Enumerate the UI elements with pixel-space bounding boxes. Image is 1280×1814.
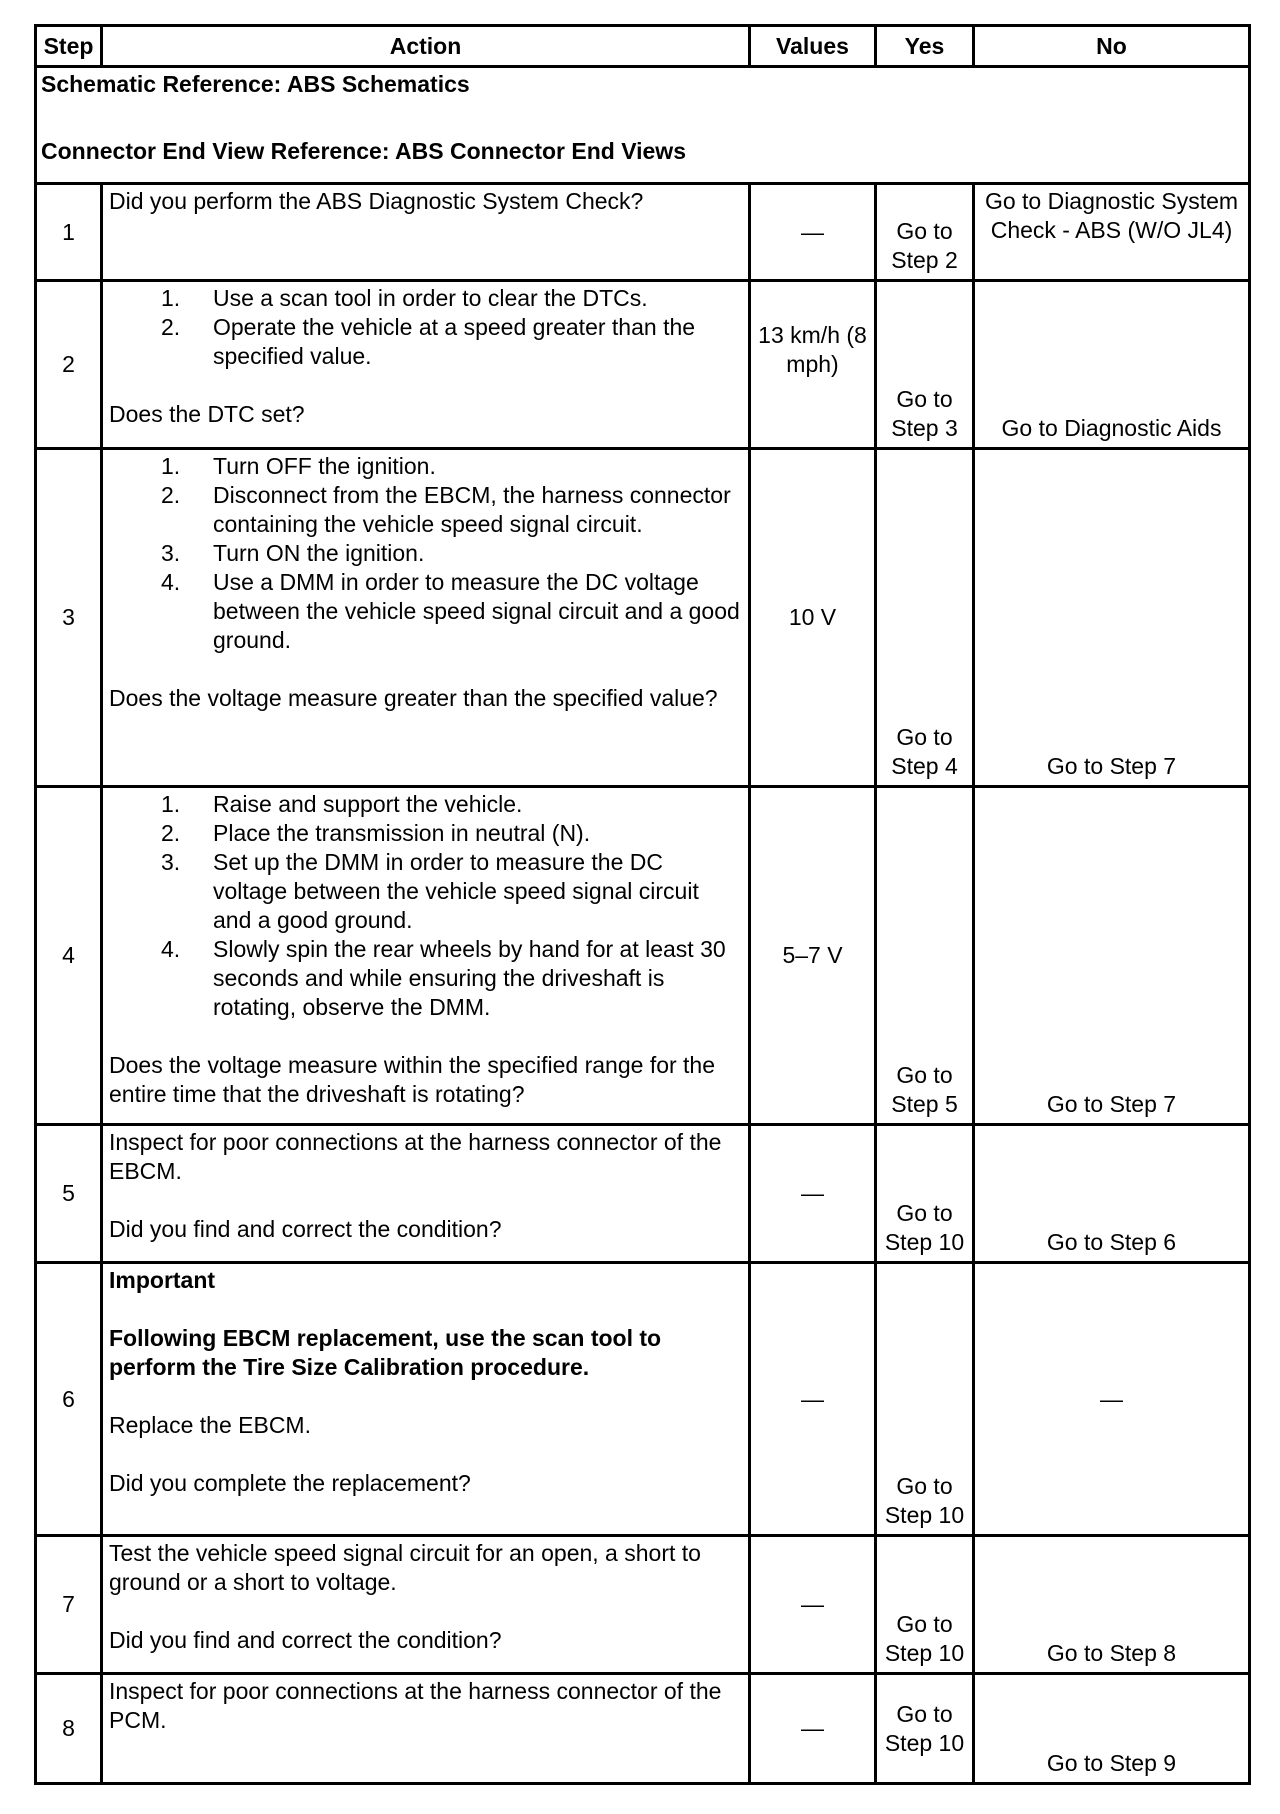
action-question: Does the DTC set? <box>109 401 305 427</box>
action-text: Replace the EBCM. <box>109 1412 311 1438</box>
table-row <box>36 184 1250 281</box>
value-cell: — <box>750 1263 876 1536</box>
value-cell: — <box>750 1125 876 1263</box>
action-cell <box>102 281 750 449</box>
list-item: 4. Slowly spin the rear wheels by hand for at least 30 seconds and while ensuring the driveshaft is rotating, observe the DMM. <box>161 936 726 1020</box>
no-cell: Go to Step 7 <box>974 787 1250 1125</box>
no-cell: Go to Step 9 <box>974 1674 1250 1784</box>
action-text: Test the vehicle speed signal circuit for an open, a short to ground or a short to voltage. <box>109 1540 701 1595</box>
diagnostic-table <box>34 24 1251 1785</box>
step-number: 1 <box>36 184 102 281</box>
action-text: Inspect for poor connections at the harness connector of the EBCM. <box>109 1129 722 1184</box>
list-item: 2. Disconnect from the EBCM, the harness connector containing the vehicle speed signal circuit. <box>161 482 731 537</box>
step-number: 4 <box>36 787 102 1125</box>
action-cell <box>102 1263 750 1536</box>
step-number: 5 <box>36 1125 102 1263</box>
action-list <box>109 284 742 371</box>
table-row <box>36 1536 1250 1674</box>
action-text: Inspect for poor connections at the harness connector of the PCM. <box>109 1678 722 1733</box>
yes-cell: Go to Step 10 <box>876 1263 974 1536</box>
table-row <box>36 1263 1250 1536</box>
action-list <box>109 790 742 1022</box>
action-cell <box>102 1125 750 1263</box>
connector-reference: Connector End View Reference: ABS Connector End Views <box>41 138 686 164</box>
header-yes: Yes <box>876 26 974 67</box>
no-cell: Go to Step 6 <box>974 1125 1250 1263</box>
table-row <box>36 787 1250 1125</box>
list-item: 2. Operate the vehicle at a speed greater than the specified value. <box>161 314 696 369</box>
yes-cell: Go to Step 2 <box>876 184 974 281</box>
action-question: Does the voltage measure within the specified range for the entire time that the driveshaft is rotating? <box>109 1052 716 1107</box>
yes-cell: Go to Step 10 <box>876 1674 974 1784</box>
value-cell: 5–7 V <box>750 787 876 1125</box>
no-cell: Go to Diagnostic System Check - ABS (W/O JL4) <box>974 184 1250 281</box>
action-question: Does the voltage measure greater than the specified value? <box>109 685 718 711</box>
list-item: 1. Raise and support the vehicle. <box>161 791 523 817</box>
step-number: 8 <box>36 1674 102 1784</box>
important-label: Important <box>109 1267 216 1293</box>
no-cell: Go to Step 8 <box>974 1536 1250 1674</box>
yes-cell: Go to Step 10 <box>876 1536 974 1674</box>
yes-cell: Go to Step 3 <box>876 281 974 449</box>
step-number: 2 <box>36 281 102 449</box>
header-step: Step <box>36 26 102 67</box>
list-item: 3. Set up the DMM in order to measure the DC voltage between the vehicle speed signal circuit and a good ground. <box>161 849 699 933</box>
list-item: 1. Use a scan tool in order to clear the DTCs. <box>161 285 648 311</box>
step-number: 3 <box>36 449 102 787</box>
action-question: Did you find and correct the condition? <box>109 1627 502 1653</box>
yes-cell: Go to Step 5 <box>876 787 974 1125</box>
value-cell: — <box>750 1674 876 1784</box>
header-action: Action <box>102 26 750 67</box>
header-row <box>36 26 1250 67</box>
list-item: 1. Turn OFF the ignition. <box>161 453 436 479</box>
table-row <box>36 449 1250 787</box>
list-item: 4. Use a DMM in order to measure the DC voltage between the vehicle speed signal circuit and a good ground. <box>161 569 740 653</box>
action-question: Did you complete the replacement? <box>109 1470 471 1496</box>
action-cell <box>102 1536 750 1674</box>
value-cell: 13 km/h (8 mph) <box>750 281 876 449</box>
table-row <box>36 1674 1250 1784</box>
action-cell <box>102 184 750 281</box>
header-values: Values <box>750 26 876 67</box>
diagnostic-table-container <box>34 24 1248 1785</box>
list-item: 3. Turn ON the ignition. <box>161 540 425 566</box>
table-row <box>36 281 1250 449</box>
no-cell: Go to Step 7 <box>974 449 1250 787</box>
action-question: Did you find and correct the condition? <box>109 1216 502 1242</box>
step-number: 6 <box>36 1263 102 1536</box>
action-cell <box>102 787 750 1125</box>
header-no: No <box>974 26 1250 67</box>
value-cell: — <box>750 184 876 281</box>
action-list <box>109 452 742 655</box>
table-row <box>36 1125 1250 1263</box>
yes-cell: Go to Step 10 <box>876 1125 974 1263</box>
important-note: Following EBCM replacement, use the scan tool to perform the Tire Size Calibration procedure. <box>109 1325 662 1380</box>
action-question: Did you perform the ABS Diagnostic System Check? <box>109 188 644 214</box>
action-cell <box>102 449 750 787</box>
list-item: 2. Place the transmission in neutral (N). <box>161 820 591 846</box>
no-cell: Go to Diagnostic Aids <box>974 281 1250 449</box>
schematic-reference: Schematic Reference: ABS Schematics <box>41 71 470 97</box>
reference-row <box>36 67 1250 184</box>
value-cell: 10 V <box>750 449 876 787</box>
action-cell <box>102 1674 750 1784</box>
reference-cell <box>36 67 1250 184</box>
yes-cell: Go to Step 4 <box>876 449 974 787</box>
value-cell: — <box>750 1536 876 1674</box>
step-number: 7 <box>36 1536 102 1674</box>
no-cell: — <box>974 1263 1250 1536</box>
